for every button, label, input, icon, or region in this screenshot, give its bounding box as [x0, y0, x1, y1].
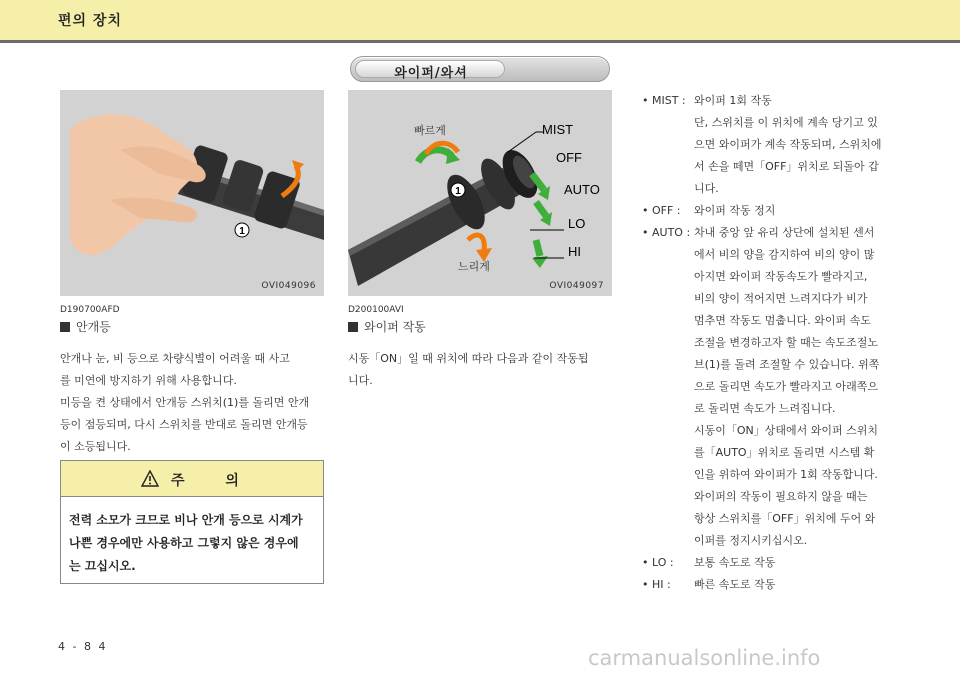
label-hi: HI	[568, 244, 581, 259]
mode-item-lo	[642, 552, 912, 574]
caution-header	[61, 461, 323, 497]
mode-desc-line: 보통 속도로 작동	[694, 556, 776, 569]
caution-title: 주 의	[171, 473, 257, 489]
mode-desc-line: 브(1)를 돌려 조절할 수 있습니다. 위쪽	[694, 358, 880, 371]
mode-desc-line: 서 손을 떼면「OFF」위치로 되돌아 갑	[694, 160, 879, 173]
wiper-mode-list	[642, 90, 912, 596]
caution-text	[69, 509, 319, 578]
mode-item-off	[642, 200, 912, 222]
fog-heading-text: 안개등	[76, 320, 111, 334]
bullet: •	[642, 226, 649, 239]
photo-code-right: OVI049097	[549, 281, 604, 291]
section-title: 와이퍼/와셔	[394, 66, 468, 81]
fog-lamp-illustration	[60, 90, 324, 296]
mode-desc-line: 에서 비의 양을 감지하여 비의 양이 많	[694, 248, 875, 261]
fog-paragraph-1	[60, 348, 328, 392]
label-fast: 빠르게	[414, 125, 446, 137]
mode-desc-line: 조절을 변경하고자 할 때는 속도조절노	[694, 336, 879, 349]
mode-item-auto	[642, 222, 912, 552]
header-bar	[0, 0, 960, 40]
photo-code-left: OVI049096	[261, 281, 316, 291]
mode-desc	[694, 90, 912, 200]
mode-desc-line: 인을 위하여 와이퍼가 1회 작동합니다.	[694, 468, 878, 481]
mode-term: LO :	[652, 556, 674, 569]
mode-desc-line: 와이퍼 1회 작동	[694, 94, 772, 107]
chapter-title: 편의 장치	[58, 13, 122, 29]
mode-desc-line: 아지면 와이퍼 작동속도가 빨라지고,	[694, 270, 868, 283]
mode-desc-line: 단, 스위치를 이 위치에 계속 당기고 있	[694, 116, 878, 129]
mode-desc-line: 니다.	[694, 182, 719, 195]
fog-p2-line: 이 소등됩니다.	[60, 440, 131, 453]
mode-term: AUTO :	[652, 226, 691, 239]
fog-lamp-photo	[60, 90, 324, 296]
caution-line: 는 끄십시오.	[69, 559, 136, 573]
fog-ref-code: D190700AFD	[60, 305, 120, 315]
mode-desc	[694, 200, 912, 222]
svg-text:1: 1	[239, 226, 245, 237]
mode-desc-line: 차내 중앙 앞 유리 상단에 설치된 센서	[694, 226, 875, 239]
mode-desc	[694, 552, 912, 574]
page-number: 4 - 8 4	[58, 640, 108, 653]
square-bullet-icon	[60, 322, 70, 332]
watermark[interactable]: carmanualsonline.info	[588, 646, 821, 670]
fog-heading	[60, 318, 111, 335]
mode-desc	[694, 574, 912, 596]
mode-term: OFF :	[652, 204, 681, 217]
warning-triangle-icon	[141, 470, 159, 488]
label-mist: MIST	[542, 122, 574, 137]
wiper-p1-line: 니다.	[348, 374, 373, 387]
label-slow: 느리게	[458, 261, 490, 273]
mode-desc-line: 시동이「ON」상태에서 와이퍼 스위치	[694, 424, 879, 437]
wiper-p1-line: 시동「ON」일 때 위치에 따라 다음과 같이 작동됩	[348, 352, 589, 365]
caution-box	[60, 460, 324, 584]
label-off: OFF	[556, 150, 582, 165]
mode-desc-line: 항상 스위치를「OFF」위치에 두어 와	[694, 512, 876, 525]
section-banner	[350, 56, 610, 82]
wiper-heading-text: 와이퍼 작동	[364, 320, 426, 334]
wiper-paragraph-1	[348, 348, 616, 392]
fog-paragraph-2	[60, 392, 328, 458]
mode-desc-line: 비의 양이 적어지면 느려지다가 비가	[694, 292, 868, 305]
mode-desc-line: 를「AUTO」위치로 돌리면 시스템 확	[694, 446, 875, 459]
mode-item-hi	[642, 574, 912, 596]
caution-line: 나쁜 경우에만 사용하고 그렇지 않은 경우에	[69, 536, 299, 550]
label-auto: AUTO	[564, 182, 600, 197]
caution-line: 전력 소모가 크므로 비나 안개 등으로 시계가	[69, 513, 303, 527]
bullet: •	[642, 556, 649, 569]
mode-desc-line: 와이퍼의 작동이 필요하지 않을 때는	[694, 490, 868, 503]
svg-text:1: 1	[455, 186, 461, 197]
mode-term: MIST :	[652, 94, 686, 107]
bullet: •	[642, 94, 649, 107]
wiper-heading	[348, 318, 426, 335]
wiper-switch-labels	[348, 90, 612, 296]
fog-p1-line: 를 미연에 방지하기 위해 사용합니다.	[60, 374, 237, 387]
fog-p2-line: 미등을 켠 상태에서 안개등 스위치(1)를 돌리면 안개	[60, 396, 310, 409]
fog-p1-line: 안개나 눈, 비 등으로 차량식별이 어려울 때 사고	[60, 352, 290, 365]
square-bullet-icon	[348, 322, 358, 332]
mode-desc-line: 으면 와이퍼가 계속 작동되며, 스위치에	[694, 138, 882, 151]
mode-term: HI :	[652, 578, 671, 591]
mode-desc-line: 멈추면 작동도 멈춥니다. 와이퍼 속도	[694, 314, 871, 327]
fog-p2-line: 등이 점등되며, 다시 스위치를 반대로 돌리면 안개등	[60, 418, 308, 431]
label-lo: LO	[568, 216, 586, 231]
mode-item-mist	[642, 90, 912, 200]
bullet: •	[642, 204, 649, 217]
bullet: •	[642, 578, 649, 591]
mode-desc-line: 이퍼를 정지시키십시오.	[694, 534, 808, 547]
mode-desc-line: 빠른 속도로 작동	[694, 578, 776, 591]
mode-desc	[694, 222, 912, 552]
section-banner-pill	[355, 60, 505, 81]
mode-desc-line: 로 돌리면 속도가 느려집니다.	[694, 402, 836, 415]
wiper-switch-photo	[348, 90, 612, 296]
mode-desc-line: 으로 돌리면 속도가 빨라지고 아래쪽으	[694, 380, 879, 393]
wiper-ref-code: D200100AVI	[348, 305, 404, 315]
header-divider	[0, 40, 960, 43]
mode-desc-line: 와이퍼 작동 정지	[694, 204, 776, 217]
